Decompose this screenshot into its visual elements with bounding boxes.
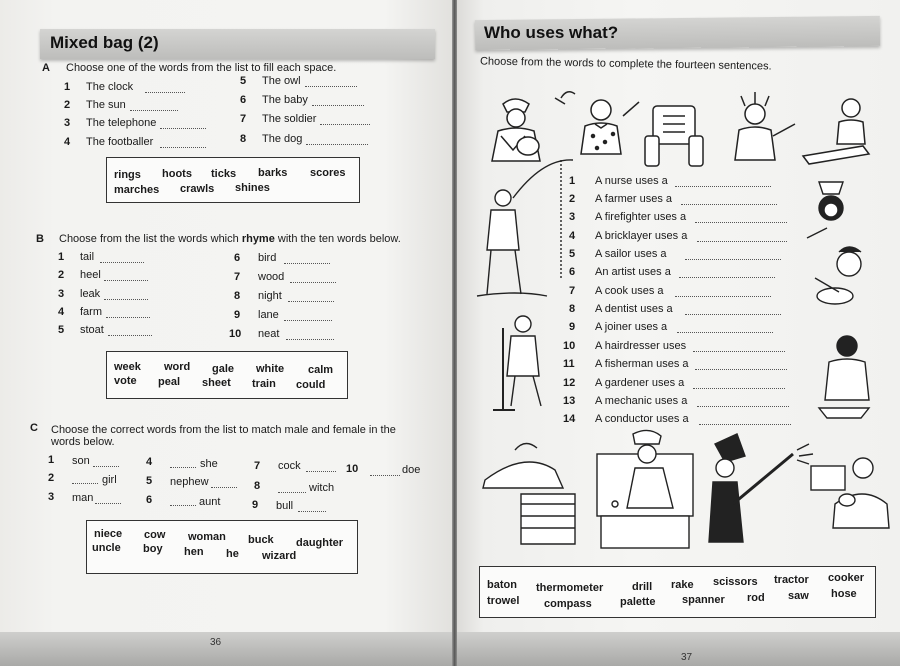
b-item-number: 9	[234, 309, 241, 321]
b-item-number: 3	[58, 288, 65, 300]
word-chip: drill	[632, 581, 653, 593]
section-b-letter: B	[36, 233, 44, 245]
answer-blank[interactable]	[93, 457, 119, 467]
answer-blank[interactable]	[104, 290, 148, 300]
word-chip: rings	[114, 169, 141, 181]
section-c-letter: C	[30, 422, 38, 434]
sentence-text: A dentist uses a	[595, 303, 673, 315]
answer-blank[interactable]	[677, 323, 773, 333]
sentence-text: A cook uses a	[595, 285, 664, 297]
answer-blank[interactable]	[100, 253, 144, 263]
word-chip: woman	[188, 531, 226, 543]
answer-blank[interactable]	[699, 415, 791, 425]
c-item-number: 5	[146, 475, 153, 487]
word-chip: shines	[235, 182, 270, 194]
word-chip: cow	[144, 529, 166, 541]
word-chip: vote	[114, 375, 137, 387]
instruction-part: Choose from the list the words which	[59, 233, 242, 245]
sentence-number: 8	[569, 303, 576, 315]
b-item-text: leak	[80, 288, 101, 300]
b-item-number: 6	[234, 252, 241, 264]
answer-blank[interactable]	[211, 478, 237, 488]
a-item-text: The owl	[262, 75, 301, 87]
word-chip: train	[252, 378, 276, 390]
sentence-text: A mechanic uses a	[595, 395, 688, 407]
a-item-number: 4	[64, 136, 71, 148]
section-a-word-box	[106, 157, 360, 203]
sentence-text: A firefighter uses a	[595, 211, 687, 223]
left-page-number: 36	[210, 637, 222, 648]
b-item-text: night	[258, 290, 282, 302]
right-footer-strip	[457, 632, 900, 666]
word-chip: compass	[544, 598, 592, 610]
answer-blank[interactable]	[370, 466, 400, 476]
a-item-text: The clock	[86, 81, 134, 93]
sentence-text: A farmer uses a	[595, 193, 673, 205]
b-item-number: 2	[58, 269, 65, 281]
sentence-number: 3	[569, 211, 576, 223]
a-item-number: 1	[64, 81, 71, 93]
right-page-number: 37	[681, 652, 693, 663]
sentence-text: An artist uses a	[595, 266, 671, 278]
sentence-text: A gardener uses a	[595, 377, 685, 389]
answer-blank[interactable]	[145, 83, 185, 93]
c-item-number: 3	[48, 491, 55, 503]
a-item-text: The telephone	[86, 117, 157, 129]
sentence-text: A bricklayer uses a	[595, 230, 688, 242]
c-item-number: 10	[346, 463, 359, 475]
sentence-number: 2	[569, 193, 576, 205]
word-chip: boy	[143, 543, 163, 555]
c-item-text: witch	[309, 482, 335, 494]
a-item-text: The sun	[86, 99, 126, 111]
sentence-number: 11	[563, 358, 575, 370]
c-item-text: girl	[102, 474, 117, 486]
word-chip: white	[256, 363, 285, 375]
b-item-number: 10	[229, 328, 242, 340]
a-item-text: The dog	[262, 133, 303, 145]
a-item-number: 2	[64, 99, 71, 111]
answer-blank[interactable]	[95, 494, 121, 504]
word-chip: hen	[184, 546, 204, 558]
c-item-number: 1	[48, 454, 55, 466]
c-item-text: bull	[276, 500, 294, 512]
word-chip: peal	[158, 376, 181, 388]
b-item-number: 4	[58, 306, 65, 318]
answer-blank[interactable]	[693, 342, 785, 352]
answer-blank[interactable]	[305, 77, 357, 87]
sentence-text: A sailor uses a	[595, 248, 667, 260]
word-chip: cooker	[828, 572, 865, 584]
answer-blank[interactable]	[108, 326, 152, 336]
sentence-number: 14	[563, 413, 576, 425]
sentence-text: A conductor uses a	[595, 413, 689, 425]
b-item-number: 1	[58, 251, 65, 263]
c-item-text: nephew	[170, 476, 209, 488]
sentence-text: A fisherman uses a	[595, 358, 689, 370]
section-c-instruction-line2: words below.	[51, 436, 115, 448]
occupation-illustrations-bottom	[475, 424, 893, 554]
answer-blank[interactable]	[298, 502, 326, 512]
b-item-text: farm	[80, 306, 102, 318]
a-item-text: The soldier	[262, 113, 317, 125]
word-chip: baton	[487, 579, 517, 591]
sentence-number: 4	[569, 230, 576, 242]
c-item-text: son	[72, 455, 90, 467]
word-chip: sheet	[202, 377, 231, 389]
b-item-text: lane	[258, 309, 279, 321]
word-chip: ticks	[211, 168, 237, 180]
answer-blank[interactable]	[675, 287, 771, 297]
answer-blank[interactable]	[312, 96, 364, 106]
word-chip: crawls	[180, 183, 215, 195]
answer-blank[interactable]	[286, 330, 334, 340]
word-chip: rake	[671, 579, 694, 591]
answer-blank[interactable]	[290, 273, 336, 283]
a-item-number: 8	[240, 133, 247, 145]
b-item-text: bird	[258, 252, 277, 264]
word-chip: saw	[788, 590, 809, 602]
answer-blank[interactable]	[693, 379, 785, 389]
answer-blank[interactable]	[695, 213, 787, 223]
answer-blank[interactable]	[170, 458, 196, 468]
answer-blank[interactable]	[306, 462, 336, 472]
word-chip: hose	[831, 588, 857, 600]
c-item-text: doe	[402, 464, 421, 476]
answer-blank[interactable]	[160, 138, 206, 148]
c-item-number: 4	[146, 456, 153, 468]
right-page	[457, 0, 900, 666]
word-chip: wizard	[262, 550, 297, 562]
b-item-number: 8	[234, 290, 241, 302]
sentence-text: A nurse uses a	[595, 175, 668, 187]
sentence-number: 10	[563, 340, 576, 352]
left-footer-strip	[0, 632, 452, 666]
answer-blank[interactable]	[679, 268, 775, 278]
a-item-number: 6	[240, 94, 247, 106]
c-item-number: 8	[254, 480, 261, 492]
c-item-number: 6	[146, 494, 153, 506]
a-item-text: The footballer	[86, 136, 154, 148]
word-chip: marches	[114, 184, 160, 196]
word-chip: trowel	[487, 595, 520, 607]
sentence-text: A hairdresser uses	[595, 340, 687, 352]
c-item-number: 9	[252, 499, 259, 511]
c-item-text: aunt	[199, 496, 221, 508]
word-chip: could	[296, 379, 326, 391]
b-item-text: wood	[258, 271, 285, 283]
answer-blank[interactable]	[681, 195, 777, 205]
b-item-number: 5	[58, 324, 65, 336]
sentence-number: 13	[563, 395, 576, 407]
sentence-number: 1	[569, 175, 576, 187]
answer-blank[interactable]	[695, 360, 787, 370]
c-item-number: 7	[254, 460, 261, 472]
b-item-text: stoat	[80, 324, 104, 336]
word-chip: he	[226, 548, 239, 560]
word-chip: gale	[212, 363, 235, 375]
b-item-number: 7	[234, 271, 241, 283]
answer-blank[interactable]	[288, 292, 334, 302]
word-chip: week	[114, 361, 141, 373]
b-item-text: heel	[80, 269, 101, 281]
right-page-title: Who uses what?	[484, 23, 619, 42]
answer-blank[interactable]	[284, 254, 330, 264]
b-item-text: neat	[258, 328, 280, 340]
word-chip: tractor	[774, 574, 809, 586]
instruction-bold: rhyme	[241, 233, 275, 245]
sentence-number: 7	[569, 285, 576, 297]
answer-blank[interactable]	[170, 496, 196, 506]
word-chip: buck	[248, 534, 274, 546]
instruction-part: with the ten words below.	[274, 233, 401, 245]
sentence-number: 9	[569, 321, 576, 333]
answer-blank[interactable]	[130, 101, 178, 111]
answer-blank[interactable]	[278, 483, 306, 493]
word-chip: barks	[258, 167, 288, 179]
a-item-number: 5	[240, 75, 247, 87]
c-item-text: she	[200, 458, 218, 470]
word-chip: scissors	[713, 576, 758, 588]
a-item-number: 7	[240, 113, 247, 125]
answer-blank[interactable]	[320, 115, 370, 125]
sentence-number: 6	[569, 266, 576, 278]
answer-blank[interactable]	[106, 308, 150, 318]
answer-blank[interactable]	[104, 271, 148, 281]
answer-blank[interactable]	[675, 177, 771, 187]
a-item-number: 3	[64, 117, 71, 129]
word-chip: niece	[94, 528, 123, 540]
word-chip: daughter	[296, 537, 344, 549]
answer-blank[interactable]	[685, 305, 781, 315]
sentence-number: 12	[563, 377, 576, 389]
answer-blank[interactable]	[306, 135, 368, 145]
fisherman-gardener-illustration	[473, 158, 576, 418]
left-page-title: Mixed bag (2)	[50, 33, 159, 52]
c-item-number: 2	[48, 472, 55, 484]
section-b-instruction	[59, 233, 401, 245]
word-chip: word	[164, 361, 191, 373]
sentence-text: A joiner uses a	[595, 321, 668, 333]
answer-blank[interactable]	[685, 250, 781, 260]
sentence-number: 5	[569, 248, 576, 260]
c-item-text: man	[72, 492, 94, 504]
section-a-instruction: Choose one of the words from the list to fill each space.	[66, 62, 337, 74]
answer-blank[interactable]	[284, 311, 332, 321]
c-item-text: cock	[278, 460, 301, 472]
word-chip: spanner	[682, 594, 725, 606]
answer-blank[interactable]	[72, 474, 98, 484]
right-instruction: Choose from the words to complete the fourteen sentences.	[479, 55, 772, 73]
a-item-text: The baby	[262, 94, 308, 106]
word-chip: palette	[620, 596, 656, 608]
answer-blank[interactable]	[697, 397, 789, 407]
word-chip: calm	[308, 364, 334, 376]
word-chip: hoots	[162, 168, 192, 180]
b-item-text: tail	[80, 251, 95, 263]
answer-blank[interactable]	[160, 119, 206, 129]
answer-blank[interactable]	[697, 232, 787, 242]
word-chip: uncle	[92, 542, 121, 554]
section-c-instruction-line1: Choose the correct words from the list to match male and female in the	[51, 424, 396, 436]
section-a-letter: A	[42, 62, 50, 74]
word-chip: rod	[747, 592, 765, 604]
nurse-artist-dentist-illustration	[799, 178, 891, 428]
word-chip: thermometer	[536, 582, 604, 594]
word-chip: scores	[310, 167, 346, 179]
